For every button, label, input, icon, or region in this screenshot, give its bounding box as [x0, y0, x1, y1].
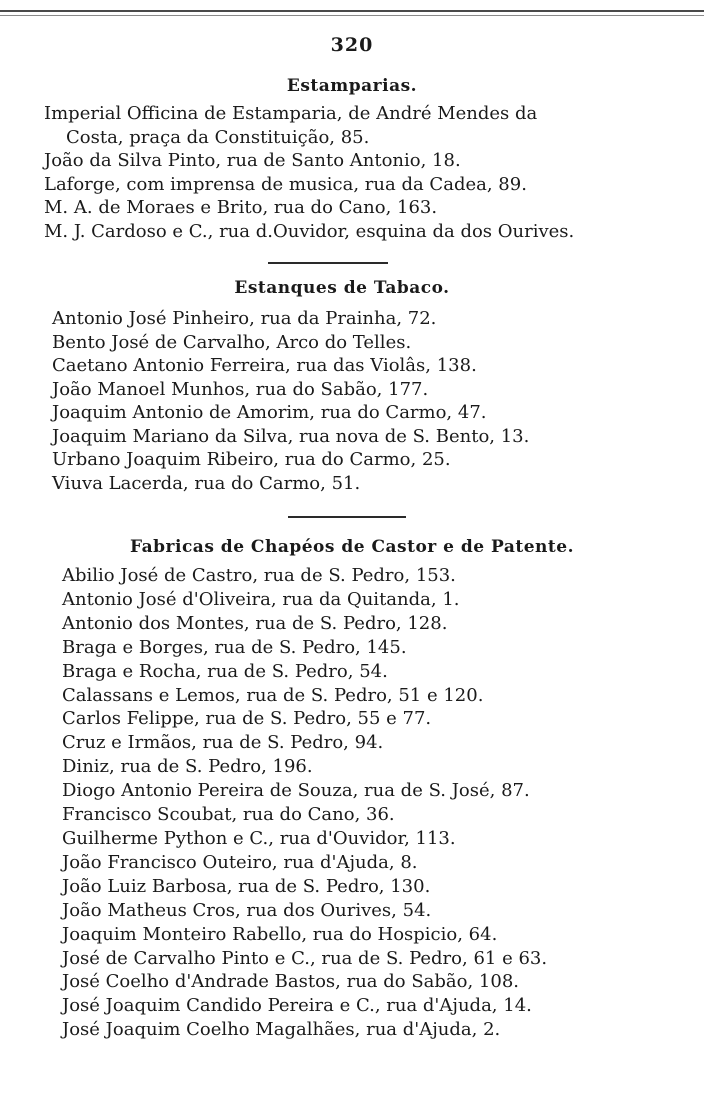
list-item: João Manoel Munhos, rua do Sabão, 177.	[52, 378, 429, 400]
list-item-continuation: Costa, praça da Constituição, 85.	[66, 126, 370, 148]
list-item: Antonio José Pinheiro, rua da Prainha, 72.	[52, 308, 437, 329]
list-item: João Luiz Barbosa, rua de S. Pedro, 130.	[62, 875, 431, 897]
list-item: Joaquim Monteiro Rabello, rua do Hospicio, 64.	[62, 923, 498, 945]
section-divider	[268, 262, 388, 264]
section-heading: Fabricas de Chapéos de Castor e de Patente.	[130, 537, 574, 557]
entry-list-fabricas	[62, 564, 547, 1042]
section-estanques-de-tabaco	[0, 278, 684, 298]
section-fabricas-de-chapeos	[0, 537, 704, 557]
list-item: José de Carvalho Pinto e C., rua de S. Pedro, 61 e 63.	[62, 947, 548, 969]
list-item: Imperial Officina de Estamparia, de André Mendes da	[44, 103, 538, 124]
list-item: Viuva Lacerda, rua do Carmo, 51.	[52, 472, 361, 494]
list-item: João Matheus Cros, rua dos Ourives, 54.	[62, 899, 432, 921]
entry-list-estanques	[52, 307, 529, 495]
list-item: M. A. de Moraes e Brito, rua do Cano, 163.	[44, 197, 438, 218]
list-item: Joaquim Antonio de Amorim, rua do Carmo, 47.	[52, 402, 487, 423]
list-item: Diniz, rua de S. Pedro, 196.	[62, 756, 313, 778]
section-heading: Estamparias.	[286, 76, 418, 96]
section-divider	[288, 516, 406, 518]
list-item: João da Silva Pinto, rua de Santo Antonio, 18.	[44, 150, 461, 171]
list-item: José Coelho d'Andrade Bastos, rua do Sabão, 108.	[62, 971, 520, 993]
list-item: João Francisco Outeiro, rua d'Ajuda, 8.	[62, 851, 418, 873]
list-item: Cruz e Irmãos, rua de S. Pedro, 94.	[62, 732, 384, 754]
list-item: Braga e Borges, rua de S. Pedro, 145.	[62, 636, 407, 658]
list-item: Francisco Scoubat, rua do Cano, 36.	[62, 804, 395, 826]
list-item: Bento José de Carvalho, Arco do Telles.	[52, 331, 412, 353]
top-border-rule-thin	[0, 15, 704, 16]
list-item: Joaquim Mariano da Silva, rua nova de S. Bento, 13.	[52, 425, 530, 447]
list-item: Antonio José d'Oliveira, rua da Quitanda, 1.	[62, 588, 460, 610]
list-item: Urbano Joaquim Ribeiro, rua do Carmo, 25.	[52, 449, 451, 470]
page-number: 320	[330, 34, 374, 56]
top-border-rule	[0, 10, 704, 12]
list-item: Carlos Felippe, rua de S. Pedro, 55 e 77.	[62, 708, 432, 730]
list-item: Abilio José de Castro, rua de S. Pedro, 153.	[62, 565, 456, 586]
entry-list-estamparias	[44, 102, 574, 243]
section-heading: Estanques de Tabaco.	[234, 278, 450, 298]
list-item: Braga e Rocha, rua de S. Pedro, 54.	[62, 660, 388, 682]
list-item: Diogo Antonio Pereira de Souza, rua de S. José, 87.	[62, 780, 530, 802]
list-item: M. J. Cardoso e C., rua d.Ouvidor, esquina da dos Ourives.	[44, 220, 575, 242]
list-item: Calassans e Lemos, rua de S. Pedro, 51 e 120.	[62, 684, 484, 706]
list-item: Antonio dos Montes, rua de S. Pedro, 128.	[62, 612, 448, 634]
list-item: Laforge, com imprensa de musica, rua da Cadea, 89.	[44, 173, 527, 195]
list-item: Guilherme Python e C., rua d'Ouvidor, 113.	[62, 827, 456, 849]
section-estamparias	[0, 76, 704, 96]
list-item: José Joaquim Coelho Magalhães, rua d'Ajuda, 2.	[62, 1019, 501, 1041]
list-item: Caetano Antonio Ferreira, rua das Violâs, 138.	[52, 355, 477, 376]
list-item: José Joaquim Candido Pereira e C., rua d'Ajuda, 14.	[62, 995, 532, 1017]
